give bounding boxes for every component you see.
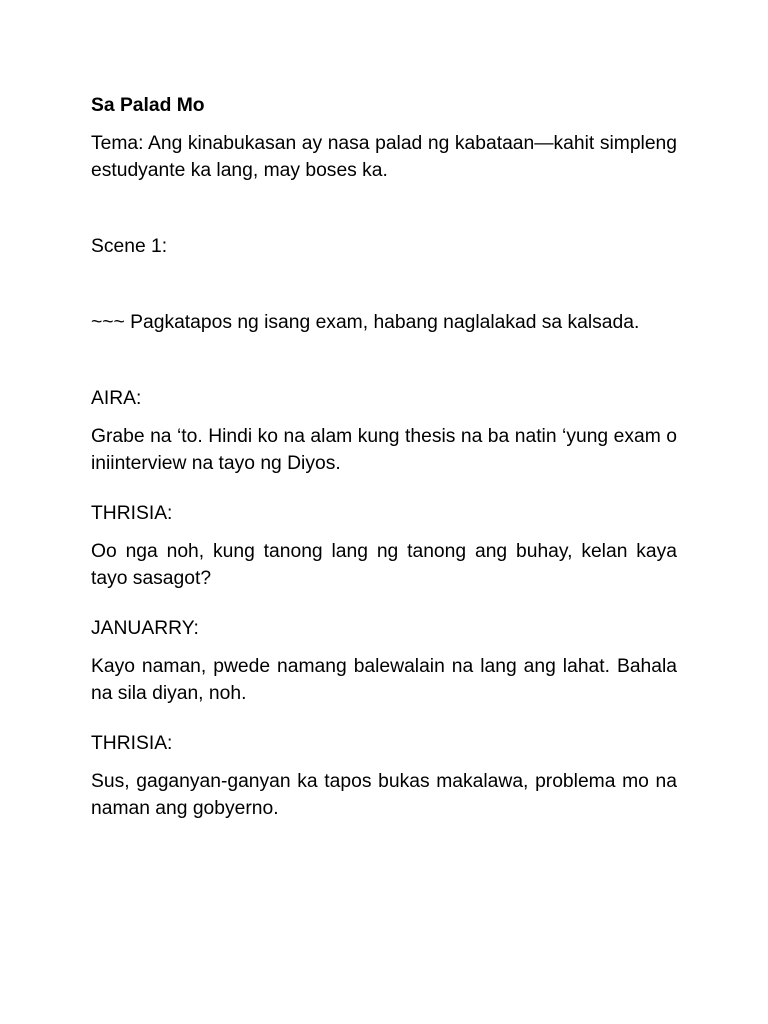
dialogue-line: Kayo naman, pwede namang balewalain na lang ang lahat. Bahala na sila diyan, noh. [91,656,677,704]
speaker-name: JANUARRY: [91,618,199,639]
dialogue-line: Oo nga noh, kung tanong lang ng tanong ang buhay, kelan kaya tayo sasagot? [91,541,677,589]
dialogue-line: Grabe na ‘to. Hindi ko na alam kung thesis na ba natin ‘yung exam o iniinterview na tayo ng Diyos. [91,426,677,474]
speaker-name: THRISIA: [91,503,173,524]
stage-direction: ~~~ Pagkatapos ng isang exam, habang naglalakad sa kalsada. [91,312,640,333]
document-page [91,92,677,822]
scene-heading: Scene 1: [91,236,168,257]
theme-paragraph: Tema: Ang kinabukasan ay nasa palad ng kabataan—kahit simpleng estudyante ka lang, may boses ka. [91,133,677,181]
speaker-name: THRISIA: [91,733,173,754]
document-title: Sa Palad Mo [91,95,205,116]
dialogue-line: Sus, gaganyan-ganyan ka tapos bukas makalawa, problema mo na naman ang gobyerno. [91,771,677,819]
speaker-name: AIRA: [91,388,142,409]
